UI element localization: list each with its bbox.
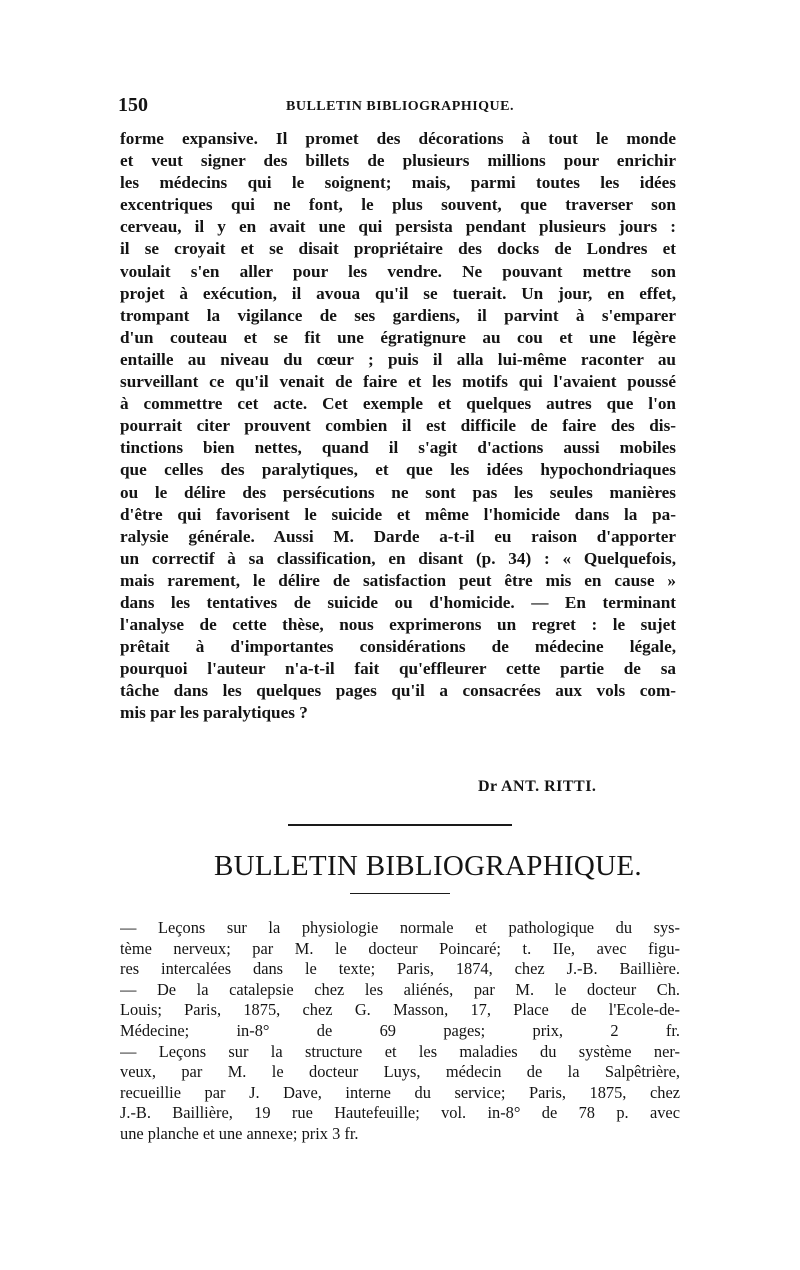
text-line: entaille au niveau du cœur ; puis il alla lui-même raconter au	[120, 349, 676, 369]
bibliography-line: res intercalées dans le texte; Paris, 1874, chez J.-B. Baillière.	[120, 959, 680, 979]
section-title: BULLETIN BIBLIOGRAPHIQUE.	[214, 850, 642, 882]
author-signature: Dr ANT. RITTI.	[478, 778, 597, 795]
text-line: pourrait citer prouvent combien il est difficile de faire des dis-	[120, 416, 676, 436]
section-divider-bottom	[350, 893, 450, 894]
page-number: 150	[118, 94, 148, 116]
bibliography-line: recueillie par J. Dave, interne du service; Paris, 1875, chez	[120, 1082, 680, 1102]
bibliography-list	[120, 918, 680, 1145]
section-divider-top	[288, 824, 512, 826]
text-line: excentriques qui ne font, le plus souvent, que traverser son	[120, 195, 676, 215]
review-text	[120, 128, 676, 725]
text-line: tâche dans les quelques pages qu'il a consacrées aux vols com-	[120, 681, 676, 701]
text-line: forme expansive. Il promet des décorations à tout le monde	[120, 129, 676, 148]
text-line: d'un couteau et se fit une égratignure au cou et une légère	[120, 327, 676, 347]
text-line: prêtait à d'importantes considérations de médecine légale,	[120, 637, 676, 657]
text-line: mais rarement, le délire de satisfaction peut être mis en cause »	[120, 570, 676, 590]
text-line: mis par les paralytiques ?	[120, 703, 308, 723]
bibliography-line: J.-B. Baillière, 19 rue Hautefeuille; vol. in-8° de 78 p. avec	[120, 1103, 680, 1123]
text-line: voulait s'en aller pour les vendre. Ne pouvant mettre son	[120, 261, 676, 281]
bibliography-line: Louis; Paris, 1875, chez G. Masson, 17, Place de l'Ecole-de-	[120, 1000, 680, 1020]
text-line: l'analyse de cette thèse, nous exprimerons un regret : le sujet	[120, 615, 676, 635]
text-line: trompant la vigilance de ses gardiens, il parvint à s'emparer	[120, 305, 676, 325]
text-line: à commettre cet acte. Cet exemple et quelques autres que l'on	[120, 394, 676, 414]
bibliography-line: — Leçons sur la physiologie normale et pathologique du sys-	[120, 918, 680, 937]
text-line: surveillant ce qu'il venait de faire et les motifs qui l'avaient poussé	[120, 372, 676, 392]
text-line: il se croyait et se disait propriétaire des docks de Londres et	[120, 239, 676, 259]
text-line: d'être qui favorisent le suicide et même l'homicide dans la pa-	[120, 504, 676, 524]
text-line: ralysie générale. Aussi M. Darde a-t-il eu raison d'apporter	[120, 526, 676, 546]
text-line: et veut signer des billets de plusieurs millions pour enrichir	[120, 151, 676, 171]
text-line: cerveau, il y en avait une qui persista pendant plusieurs jours :	[120, 217, 676, 237]
bibliography-line: — Leçons sur la structure et les maladies du système ner-	[120, 1041, 680, 1061]
text-line: pourquoi l'auteur n'a-t-il fait qu'effleurer cette partie de sa	[120, 659, 676, 679]
running-head: BULLETIN BIBLIOGRAPHIQUE.	[286, 99, 514, 114]
text-line: dans les tentatives de suicide ou d'homicide. — En terminant	[120, 592, 676, 612]
text-line: que celles des paralytiques, et que les idées hypochondriaques	[120, 460, 676, 480]
bibliography-line: une planche et une annexe; prix 3 fr.	[120, 1123, 359, 1143]
text-line: ou le délire des persécutions ne sont pas les seules manières	[120, 482, 676, 502]
page-header	[118, 94, 678, 122]
text-line: un correctif à sa classification, en disant (p. 34) : « Quelquefois,	[120, 548, 676, 568]
bibliography-line: veux, par M. le docteur Luys, médecin de la Salpêtrière,	[120, 1062, 680, 1082]
bibliography-line: — De la catalepsie chez les aliénés, par M. le docteur Ch.	[120, 979, 680, 999]
text-line: projet à exécution, il avoua qu'il se tuerait. Un jour, en effet,	[120, 283, 676, 303]
bibliography-line: tème nerveux; par M. le docteur Poincaré; t. IIe, avec figu-	[120, 938, 680, 958]
text-line: les médecins qui le soignent; mais, parmi toutes les idées	[120, 173, 676, 193]
text-line: tinctions bien nettes, quand il s'agit d'actions aussi mobiles	[120, 438, 676, 458]
bibliography-line: Médecine; in-8° de 69 pages; prix, 2 fr.	[120, 1020, 680, 1040]
